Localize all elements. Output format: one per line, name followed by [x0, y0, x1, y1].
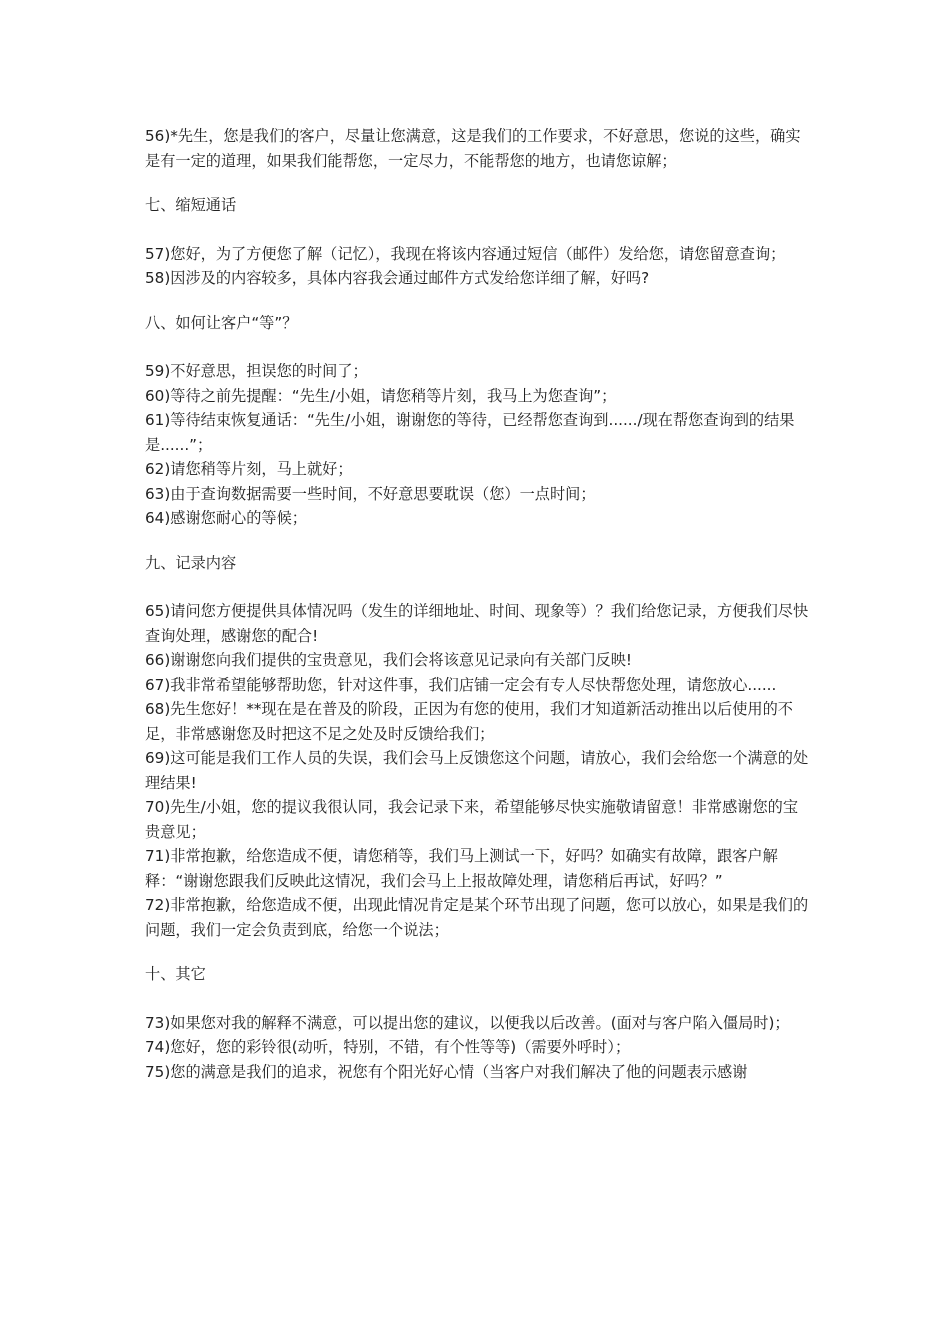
paragraph-59: 59)不好意思，担误您的时间了； [145, 362, 368, 380]
paragraph-67: 67)我非常希望能够帮助您，针对这件事，我们店铺一定会有专人尽快帮您处理，请您放心...... [145, 675, 777, 694]
paragraph-73: 73)如果您对我的解释不满意，可以提出您的建议，以便我以后改善。(面对与客户陷入僵局时)； [145, 1013, 790, 1032]
paragraph-71: 71)非常抱歉，给您造成不便，请您稍等，我们马上测试一下，好吗？如确实有故障，跟客户解释：“谢谢您跟我们反映此这情况，我们会马上上报故障处理，请您稍后再试，好吗？” [145, 847, 778, 890]
paragraph-58: 58)因涉及的内容较多，具体内容我会通过邮件方式发给您详细了解，好吗? [145, 269, 650, 287]
section-heading-7: 七、缩短通话 [145, 196, 237, 214]
section-heading-10: 十、其它 [145, 965, 206, 983]
paragraph-66: 66)谢谢您向我们提供的宝贵意见，我们会将该意见记录向有关部门反映! [145, 651, 632, 669]
paragraph-69: 69)这可能是我们工作人员的失误，我们会马上反馈您这个问题，请放心，我们会给您一个满意的处理结果! [145, 749, 809, 792]
section-heading-9: 九、记录内容 [145, 553, 237, 572]
paragraph-57: 57)您好，为了方便您了解（记忆），我现在将该内容通过短信（邮件）发给您，请您留意查询； [145, 244, 786, 263]
paragraph-56: 56)*先生，您是我们的客户，尽量让您满意，这是我们的工作要求，不好意思，您说的这些，确实是有一定的道理，如果我们能帮您，一定尽力，不能帮您的地方，也请您谅解； [145, 127, 801, 170]
paragraph-68: 68)先生您好！**现在是在普及的阶段，正因为有您的使用，我们才知道新活动推出以后使用的不足，非常感谢您及时把这不足之处及时反馈给我们； [145, 700, 793, 743]
paragraph-63: 63)由于查询数据需要一些时间，不好意思要耽误（您）一点时间； [145, 484, 596, 503]
paragraph-75: 75)您的满意是我们的追求，祝您有个阳光好心情（当客户对我们解决了他的问题表示感谢 [145, 1062, 748, 1081]
paragraph-72: 72)非常抱歉，给您造成不便，出现此情况肯定是某个环节出现了问题，您可以放心，如果是我们的问题，我们一定会负责到底，给您一个说法； [145, 896, 809, 939]
document-page [145, 124, 810, 1084]
paragraph-64: 64)感谢您耐心的等候； [145, 509, 307, 527]
paragraph-61: 61)等待结束恢复通话：“先生/小姐，谢谢您的等待，已经帮您查询到....../现在帮您查询到的结果是......”； [145, 411, 795, 454]
paragraph-70: 70)先生/小姐，您的提议我很认同，我会记录下来，希望能够尽快实施敬请留意！非常感谢您的宝贵意见； [145, 798, 799, 841]
section-heading-8: 八、如何让客户“等”？ [145, 313, 298, 332]
paragraph-65: 65)请问您方便提供具体情况吗（发生的详细地址、时间、现象等）？我们给您记录，方便我们尽快查询处理，感谢您的配合! [145, 602, 809, 645]
paragraph-60: 60)等待之前先提醒：“先生/小姐，请您稍等片刻，我马上为您查询”； [145, 386, 617, 405]
paragraph-74: 74)您好，您的彩铃很(动听，特别，不错，有个性等等)（需要外呼时）； [145, 1038, 631, 1056]
paragraph-62: 62)请您稍等片刻，马上就好； [145, 460, 353, 478]
